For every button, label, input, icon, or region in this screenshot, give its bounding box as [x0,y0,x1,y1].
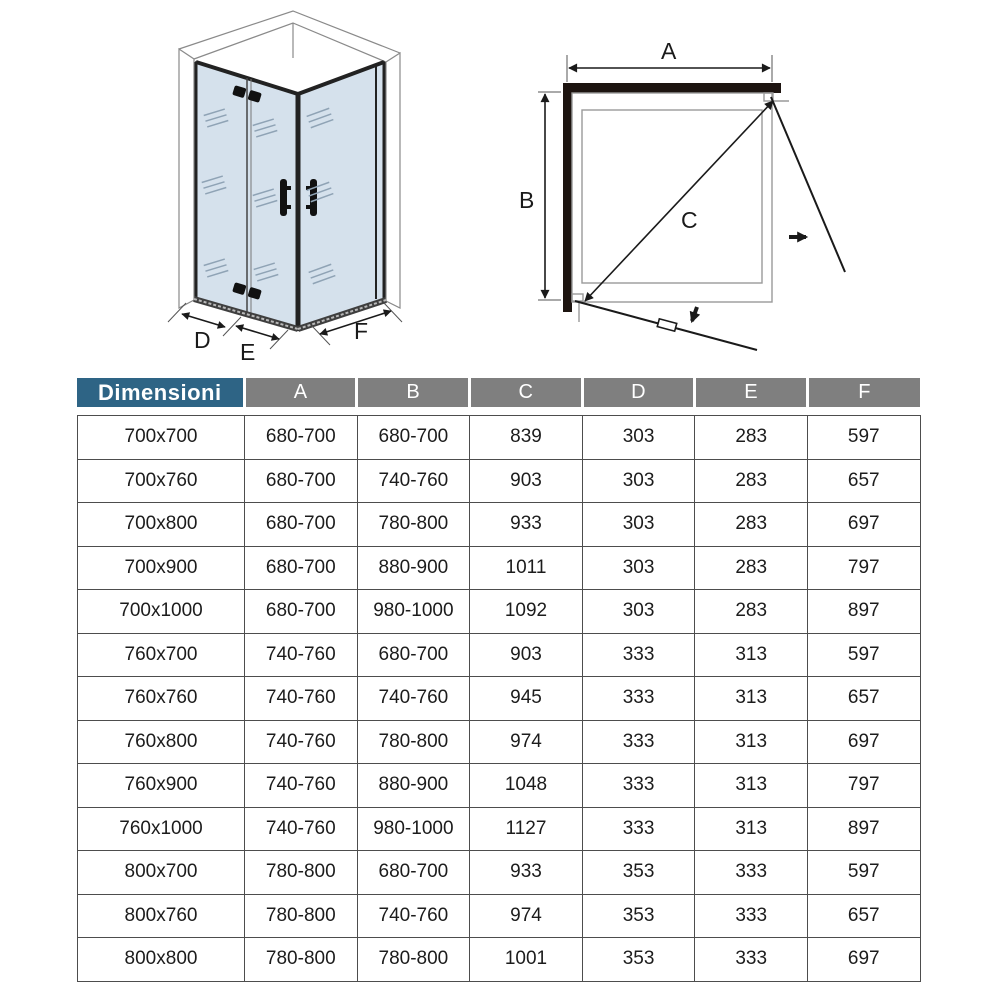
value-cell: 797 [807,764,920,808]
size-cell: 700x1000 [78,590,245,634]
value-cell: 333 [582,720,695,764]
value-cell: 680-700 [357,633,470,677]
value-cell: 974 [470,894,583,938]
value-cell: 283 [695,590,808,634]
value-cell: 897 [807,807,920,851]
column-header-d: D [582,378,695,407]
value-cell: 1001 [470,938,583,982]
dimensions-table [77,378,920,982]
value-cell: 1011 [470,546,583,590]
value-cell: 303 [582,416,695,460]
left-wall [179,49,194,308]
value-cell: 283 [695,546,808,590]
column-header-c: C [469,378,582,407]
top-wall [563,83,781,93]
value-cell: 780-800 [245,851,358,895]
value-cell: 313 [695,807,808,851]
value-cell: 933 [470,503,583,547]
glass-panels [194,62,386,331]
value-cell: 333 [695,851,808,895]
table-row [78,938,921,982]
value-cell: 697 [807,503,920,547]
value-cell: 697 [807,720,920,764]
value-cell: 333 [695,894,808,938]
table-row [78,807,921,851]
value-cell: 597 [807,851,920,895]
size-cell: 700x900 [78,546,245,590]
value-cell: 333 [582,764,695,808]
table-row [78,764,921,808]
value-cell: 780-800 [357,503,470,547]
value-cell: 740-760 [245,677,358,721]
label-e: E [240,339,256,365]
table-row [78,851,921,895]
size-cell: 760x1000 [78,807,245,851]
value-cell: 597 [807,633,920,677]
table-row [78,416,921,460]
value-cell: 333 [582,807,695,851]
dimension-arrow-d [182,314,225,327]
size-cell: 700x800 [78,503,245,547]
label-b: B [519,187,535,213]
table-header [77,378,920,407]
value-cell: 740-760 [357,894,470,938]
value-cell: 333 [582,633,695,677]
value-cell: 333 [695,938,808,982]
plan-view-diagram [505,15,905,370]
value-cell: 680-700 [245,459,358,503]
value-cell: 780-800 [357,720,470,764]
table-row [78,590,921,634]
value-cell: 680-700 [357,851,470,895]
value-cell: 303 [582,503,695,547]
size-cell: 700x760 [78,459,245,503]
table-row [78,459,921,503]
value-cell: 283 [695,459,808,503]
value-cell: 657 [807,894,920,938]
value-cell: 903 [470,459,583,503]
label-a: A [661,38,677,64]
value-cell: 780-800 [357,938,470,982]
size-cell: 800x700 [78,851,245,895]
value-cell: 303 [582,546,695,590]
value-cell: 313 [695,764,808,808]
value-cell: 680-700 [357,416,470,460]
table-row [78,503,921,547]
value-cell: 597 [807,416,920,460]
value-cell: 740-760 [245,807,358,851]
value-cell: 797 [807,546,920,590]
value-cell: 880-900 [357,764,470,808]
value-cell: 945 [470,677,583,721]
label-f: F [354,318,369,344]
value-cell: 313 [695,633,808,677]
shower-tray [582,110,762,283]
table-body [77,415,921,982]
size-cell: 760x900 [78,764,245,808]
value-cell: 697 [807,938,920,982]
size-cell: 700x700 [78,416,245,460]
value-cell: 353 [582,851,695,895]
dimension-a [567,38,772,82]
table-title-cell: Dimensioni [77,378,244,407]
value-cell: 740-760 [245,633,358,677]
door-handle-symbol [657,319,676,331]
column-header-a: A [244,378,357,407]
value-cell: 780-800 [245,938,358,982]
value-cell: 974 [470,720,583,764]
value-cell: 980-1000 [357,807,470,851]
column-header-b: B [357,378,470,407]
value-cell: 740-760 [357,459,470,503]
value-cell: 313 [695,720,808,764]
table-row [78,894,921,938]
column-header-e: E [695,378,808,407]
size-cell: 800x800 [78,938,245,982]
value-cell: 903 [470,633,583,677]
value-cell: 353 [582,894,695,938]
value-cell: 313 [695,677,808,721]
value-cell: 680-700 [245,546,358,590]
value-cell: 933 [470,851,583,895]
size-cell: 760x800 [78,720,245,764]
table-row [78,720,921,764]
value-cell: 1048 [470,764,583,808]
value-cell: 680-700 [245,590,358,634]
value-cell: 303 [582,459,695,503]
table-row [78,546,921,590]
pivot-bottom-left [572,294,583,322]
value-cell: 780-800 [245,894,358,938]
size-cell: 760x700 [78,633,245,677]
value-cell: 333 [582,677,695,721]
value-cell: 980-1000 [357,590,470,634]
value-cell: 740-760 [245,764,358,808]
value-cell: 1127 [470,807,583,851]
left-wall [563,83,572,312]
value-cell: 740-760 [357,677,470,721]
value-cell: 740-760 [245,720,358,764]
table-row [78,677,921,721]
value-cell: 839 [470,416,583,460]
value-cell: 303 [582,590,695,634]
value-cell: 680-700 [245,503,358,547]
column-header-f: F [807,378,920,407]
swing-arrow-bottom [692,307,697,321]
pivot-top-right [764,93,789,101]
dimension-arrow-e [236,326,279,339]
value-cell: 283 [695,503,808,547]
dimension-b [519,92,561,300]
label-d: D [194,327,211,353]
value-cell: 657 [807,459,920,503]
value-cell: 897 [807,590,920,634]
value-cell: 1092 [470,590,583,634]
glass-outline [572,93,772,302]
value-cell: 657 [807,677,920,721]
right-wall [386,53,400,308]
value-cell: 353 [582,938,695,982]
size-cell: 760x760 [78,677,245,721]
value-cell: 880-900 [357,546,470,590]
open-door-right [771,97,845,272]
value-cell: 680-700 [245,416,358,460]
label-c: C [681,207,698,233]
size-cell: 800x760 [78,894,245,938]
table-row [78,633,921,677]
isometric-shower-diagram [148,0,453,375]
value-cell: 283 [695,416,808,460]
dimension-c [585,101,773,301]
